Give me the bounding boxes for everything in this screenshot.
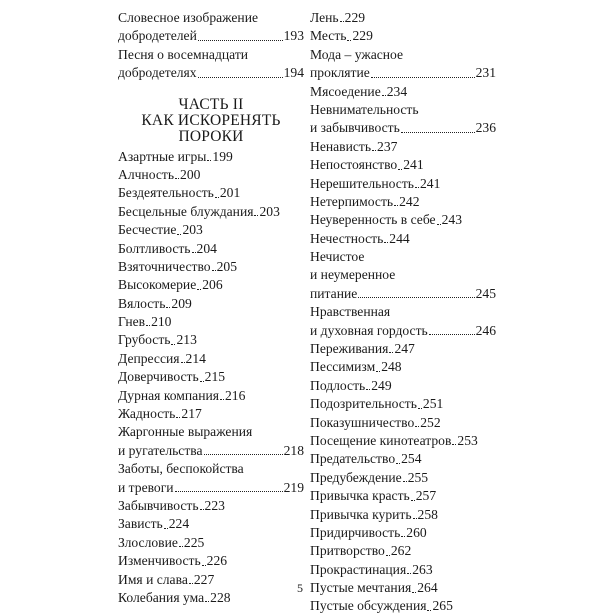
toc-entry-title: Посещение кинотеатров (310, 432, 452, 448)
toc-entry-page: 228 (210, 589, 231, 605)
toc-entry (118, 534, 304, 552)
dot-leader (372, 150, 376, 151)
toc-entry (118, 460, 304, 497)
toc-entry-page: 217 (181, 406, 202, 422)
toc-entry-title: Переживания (310, 341, 389, 357)
toc-entry-title: Ненависть (310, 138, 372, 154)
toc-entry-title: Доверчивость (118, 369, 199, 385)
toc-entry-line (118, 534, 204, 552)
toc-entry (118, 515, 304, 533)
toc-entry (118, 9, 304, 46)
toc-entry-line (118, 203, 280, 221)
toc-entry-title: добродетелей (118, 28, 197, 44)
dot-leader (376, 371, 380, 372)
toc-entry (118, 184, 304, 202)
toc-entry (118, 258, 304, 276)
toc-entry-title: Показушничество (310, 414, 415, 430)
toc-entry-line (310, 377, 392, 395)
toc-entry-line (310, 469, 428, 487)
toc-entry-page: 201 (219, 185, 241, 201)
toc-entry-title: проклятие (310, 65, 370, 81)
toc-entry (310, 542, 496, 560)
toc-entry-title: Зависть (118, 516, 163, 532)
toc-entry-page: 248 (381, 359, 402, 375)
toc-entry-line (310, 542, 411, 560)
toc-entry-title: и забывчивость (310, 120, 400, 136)
toc-entry (118, 313, 304, 331)
dot-leader (146, 325, 150, 326)
toc-entry-title: Дурная компания (118, 387, 219, 403)
dot-leader (398, 169, 402, 170)
toc-entry-page: 216 (225, 387, 246, 403)
dot-leader (401, 132, 475, 133)
toc-entry-line (310, 524, 427, 542)
dot-leader (401, 536, 405, 537)
dot-leader (394, 205, 398, 206)
toc-entry-line (310, 138, 397, 156)
toc-entry-title: Азартные игры (118, 148, 207, 164)
toc-entry-line (310, 193, 419, 211)
dot-leader (181, 362, 185, 363)
toc-entry-title: Бездеятельность (118, 185, 214, 201)
toc-entry (310, 377, 496, 395)
toc-entry-line (310, 211, 462, 229)
toc-entry-page: 209 (171, 295, 192, 311)
toc-entry-page: 203 (259, 203, 280, 219)
toc-entry-line (310, 340, 415, 358)
toc-entry-title: Нерешительность (310, 175, 414, 191)
toc-entry (118, 368, 304, 386)
dot-leader (200, 381, 204, 382)
toc-entry-line (118, 313, 171, 331)
toc-entry-line (118, 423, 304, 441)
dot-leader (389, 352, 393, 353)
toc-entry-page: 243 (441, 212, 462, 228)
right-column (310, 9, 496, 616)
toc-entry-title: Нечестность (310, 230, 384, 246)
toc-entry-title: Пустые обсуждения (310, 598, 427, 614)
toc-entry-page: 249 (371, 377, 392, 393)
dot-leader (411, 500, 415, 501)
toc-entry-line (118, 221, 203, 239)
dot-leader (176, 417, 180, 418)
toc-entry-title: Словесное изображение (118, 9, 258, 25)
toc-entry (310, 27, 496, 45)
dot-leader (366, 389, 370, 390)
toc-entry-page: 236 (475, 120, 496, 136)
toc-entry (310, 9, 496, 27)
dot-leader (407, 573, 411, 574)
toc-entry (310, 414, 496, 432)
toc-entry-page: 231 (475, 65, 496, 81)
dot-leader (429, 334, 475, 335)
toc-entry-title: Взяточничество (118, 258, 211, 274)
toc-entry-line (118, 64, 304, 82)
toc-entry-page: 257 (415, 488, 437, 504)
toc-entry-line (310, 395, 443, 413)
toc-entry-title: и ругательства (118, 442, 203, 458)
toc-entry-title: Депрессия (118, 350, 180, 366)
toc-entry-page: 218 (283, 442, 304, 458)
toc-entry-title: Имя и слава (118, 571, 188, 587)
toc-entry-line (310, 119, 496, 137)
dot-leader (197, 289, 201, 290)
toc-entry (310, 487, 496, 505)
toc-entry-title: Предубеждение (310, 469, 402, 485)
toc-entry-line (310, 27, 373, 45)
toc-entry (118, 240, 304, 258)
toc-entry-page: 226 (206, 553, 228, 569)
left-entries (118, 148, 304, 608)
toc-entry-title: Заботы, беспокойства (118, 461, 244, 477)
toc-entry-page: 213 (176, 332, 197, 348)
dot-leader (358, 297, 474, 298)
toc-entry-page: 225 (183, 534, 205, 550)
toc-entry-title: Нетерпимость (310, 193, 394, 209)
toc-entry-title: Бесчестие (118, 222, 177, 238)
toc-entry (118, 387, 304, 405)
toc-entry-title: Невнимательность (310, 101, 419, 117)
toc-entry-title: Мода – ужасное (310, 46, 404, 62)
dot-leader (205, 601, 209, 602)
toc-entry-line (310, 46, 496, 64)
toc-entry-page: 265 (432, 598, 453, 614)
toc-entry-title: Злословие (118, 534, 178, 550)
toc-entry-line (118, 148, 233, 166)
toc-entry-line (310, 285, 496, 303)
toc-entry (118, 46, 304, 83)
toc-entry-page: 255 (407, 469, 429, 485)
toc-entry-title: Песня о восемнадцати (118, 46, 249, 62)
toc-entry (310, 395, 496, 413)
toc-entry-line (118, 276, 223, 294)
dot-leader (396, 463, 400, 464)
toc-entry-title: и неумеренное (310, 267, 396, 283)
toc-entry-page: 234 (386, 83, 408, 99)
dot-leader (413, 518, 417, 519)
toc-entry (310, 83, 496, 101)
toc-entry (310, 138, 496, 156)
toc-entry-line (310, 101, 496, 119)
toc-entry-page: 262 (390, 543, 412, 559)
toc-entry-line (118, 515, 189, 533)
toc-entry-page: 214 (185, 350, 206, 366)
toc-entry-title: Жаргонные выражения (118, 424, 253, 440)
toc-entry-line (310, 248, 496, 266)
toc-entry-page: 227 (193, 571, 215, 587)
toc-entry-line (310, 506, 438, 524)
toc-entry-title: Алчность (118, 166, 175, 182)
dot-leader (164, 528, 168, 529)
toc-entry-title: Пессимизм (310, 359, 376, 375)
dot-leader (418, 408, 422, 409)
toc-entry-title: и тревоги (118, 479, 174, 495)
toc-entry-title: и духовная гордость (310, 322, 428, 338)
toc-entry-title: Жадность (118, 406, 176, 422)
part-heading-line: КАК ИСКОРЕНЯТЬ (141, 111, 281, 129)
toc-entry-line (118, 240, 217, 258)
toc-entry-title: Подлость (310, 377, 366, 393)
toc-entry-line (310, 358, 402, 376)
toc-entry-line (118, 46, 304, 64)
toc-entry-line (310, 450, 422, 468)
toc-entry-page: 253 (457, 432, 478, 448)
toc-entry (310, 340, 496, 358)
toc-entry-line (118, 479, 304, 497)
toc-entry-line (310, 64, 496, 82)
dot-leader (215, 197, 219, 198)
toc-entry-page: 263 (412, 561, 433, 577)
toc-entry (310, 561, 496, 579)
dot-leader (452, 444, 456, 445)
toc-entry-line (310, 598, 453, 616)
toc-entry (118, 350, 304, 368)
toc-entry (310, 46, 496, 83)
dot-leader (403, 481, 407, 482)
toc-entry-page: 242 (399, 193, 420, 209)
toc-entry-page: 215 (204, 369, 226, 385)
toc-entry-title: Вялость (118, 295, 166, 311)
toc-entry (310, 248, 496, 303)
toc-entry-page: 203 (182, 222, 203, 238)
left-column (118, 9, 304, 607)
toc-entry-title: Гнев (118, 314, 146, 330)
toc-entry-title: Болтливость (118, 240, 191, 256)
toc-entry-line (118, 295, 192, 313)
toc-entry-line (118, 387, 245, 405)
toc-entry-line (310, 175, 440, 193)
page-number: 5 (297, 581, 303, 595)
toc-entry-line (118, 497, 225, 515)
dot-leader (200, 509, 204, 510)
dot-leader (202, 565, 206, 566)
part-heading (118, 97, 304, 145)
toc-entry-page: 245 (475, 285, 496, 301)
dot-leader (175, 491, 283, 492)
dot-leader (384, 242, 388, 243)
toc-entry-title: Прокрастинация (310, 561, 407, 577)
toc-entry (310, 506, 496, 524)
toc-entry-line (118, 368, 225, 386)
toc-entry-page: 199 (212, 148, 233, 164)
toc-entry-title: Высокомерие (118, 277, 197, 293)
toc-entry (118, 497, 304, 515)
toc-entry-title: питание (310, 285, 358, 301)
toc-entry-line (118, 166, 200, 184)
toc-entry (310, 358, 496, 376)
dot-leader (207, 160, 211, 161)
toc-entry-title: Бесцельные блуждания (118, 203, 254, 219)
toc-entry-page: 210 (151, 314, 172, 330)
dot-leader (198, 77, 283, 78)
dot-leader (166, 307, 170, 308)
toc-entry-page: 205 (216, 258, 237, 274)
toc-entry-page: 224 (168, 516, 190, 532)
dot-leader (437, 224, 441, 225)
toc-entry-page: 251 (422, 396, 444, 412)
toc-entry-page: 244 (389, 230, 410, 246)
dot-leader (386, 555, 390, 556)
dot-leader (415, 426, 419, 427)
toc-entry (310, 175, 496, 193)
toc-entry-line (310, 230, 410, 248)
toc-entry-page: 204 (196, 240, 217, 256)
dot-leader (427, 610, 431, 611)
toc-entry-title: Нравственная (310, 304, 391, 320)
toc-entry-line (118, 27, 304, 45)
toc-entry-page: 200 (180, 166, 201, 182)
toc-entry (310, 450, 496, 468)
dot-leader (198, 40, 283, 41)
toc-entry (118, 423, 304, 460)
dot-leader (371, 77, 475, 78)
toc-entry (118, 203, 304, 221)
toc-entry-line (118, 350, 206, 368)
toc-entry-title: Забывчивость (118, 497, 199, 513)
toc-entry-page: 264 (417, 580, 438, 596)
toc-entry (310, 303, 496, 340)
dot-leader (212, 270, 216, 271)
part-heading-line: ЧАСТЬ II (178, 95, 244, 113)
toc-entry (118, 331, 304, 349)
toc-entry-line (310, 561, 433, 579)
dot-leader (415, 187, 419, 188)
toc-entry-line (118, 405, 202, 423)
dot-leader (177, 234, 181, 235)
toc-entry (118, 405, 304, 423)
toc-entry-line (118, 258, 237, 276)
toc-entry (118, 221, 304, 239)
toc-entry-line (118, 460, 304, 478)
toc-entry-line (310, 156, 424, 174)
toc-entry-line (310, 322, 496, 340)
toc-entry-title: Изменчивость (118, 553, 201, 569)
toc-entry-page: 241 (419, 175, 441, 191)
toc-entry-page: 246 (475, 322, 496, 338)
toc-entry-line (310, 432, 478, 450)
toc-entry-page: 247 (394, 341, 415, 357)
toc-entry-line (310, 487, 436, 505)
left-top-entries (118, 9, 304, 83)
toc-entry-title: добродетелях (118, 65, 197, 81)
toc-entry-page: 237 (377, 138, 398, 154)
toc-entry (118, 295, 304, 313)
toc-entry-line (310, 83, 407, 101)
toc-entry-line (310, 266, 496, 284)
toc-entry-line (118, 184, 240, 202)
toc-entry-title: Месть (310, 28, 347, 44)
toc-entry (310, 156, 496, 174)
dot-leader (192, 252, 196, 253)
toc-entry-page: 223 (204, 497, 225, 513)
dot-leader (340, 21, 344, 22)
toc-entry (118, 166, 304, 184)
toc-entry-page: 206 (202, 277, 223, 293)
toc-entry-title: Нечистое (310, 249, 365, 265)
dot-leader (220, 399, 224, 400)
toc-entry (310, 193, 496, 211)
toc-entry-page: 194 (283, 65, 304, 81)
toc-entry-title: Привычка курить (310, 506, 412, 522)
toc-entry-title: Неуверенность в себе (310, 212, 436, 228)
toc-entry-title: Придирчивость (310, 524, 401, 540)
toc-entry-title: Подозрительность (310, 396, 417, 412)
dot-leader (204, 454, 283, 455)
toc-entry-page: 219 (283, 479, 304, 495)
toc-entry-line (310, 303, 496, 321)
toc-entry (118, 276, 304, 294)
part-heading-line: ПОРОКИ (178, 127, 244, 145)
toc-entry-page: 258 (417, 506, 438, 522)
dot-leader (347, 40, 351, 41)
toc-entry-title: Непостоянство (310, 157, 398, 173)
toc-entry-line (118, 442, 304, 460)
toc-entry-page: 260 (406, 524, 427, 540)
toc-entry-title: Притворство (310, 543, 385, 559)
toc-entry-title: Колебания ума (118, 589, 205, 605)
dot-leader (179, 546, 183, 547)
dot-leader (175, 178, 179, 179)
dot-leader (171, 344, 175, 345)
toc-entry (310, 101, 496, 138)
toc-entry (118, 148, 304, 166)
toc-entry-line (118, 9, 304, 27)
toc-entry (310, 524, 496, 542)
toc-entry-page: 252 (420, 414, 441, 430)
toc-entry-title: Мясоедение (310, 83, 381, 99)
toc-entry (310, 469, 496, 487)
toc-entry (310, 211, 496, 229)
toc-entry (118, 552, 304, 570)
toc-entry-page: 229 (352, 28, 373, 44)
toc-entry (310, 432, 496, 450)
toc-entry-line (118, 552, 227, 570)
dot-leader (254, 215, 258, 216)
toc-entry (310, 230, 496, 248)
toc-entry-line (310, 9, 365, 27)
toc-entry-page: 241 (403, 157, 424, 173)
toc-entry-title: Пустые мечтания (310, 580, 412, 596)
toc-entry-line (310, 414, 441, 432)
toc-entry-title: Лень (310, 9, 339, 25)
toc-entry-title: Предательство (310, 451, 396, 467)
toc-entry-title: Грубость (118, 332, 171, 348)
toc-entry-page: 254 (401, 451, 422, 467)
dot-leader (382, 95, 386, 96)
toc-entry-page: 229 (344, 9, 366, 25)
toc-entry-title: Привычка красть (310, 488, 410, 504)
toc-entry-page: 193 (283, 28, 304, 44)
toc-entry (310, 598, 496, 616)
toc-entry-line (118, 331, 197, 349)
right-entries (310, 9, 496, 616)
